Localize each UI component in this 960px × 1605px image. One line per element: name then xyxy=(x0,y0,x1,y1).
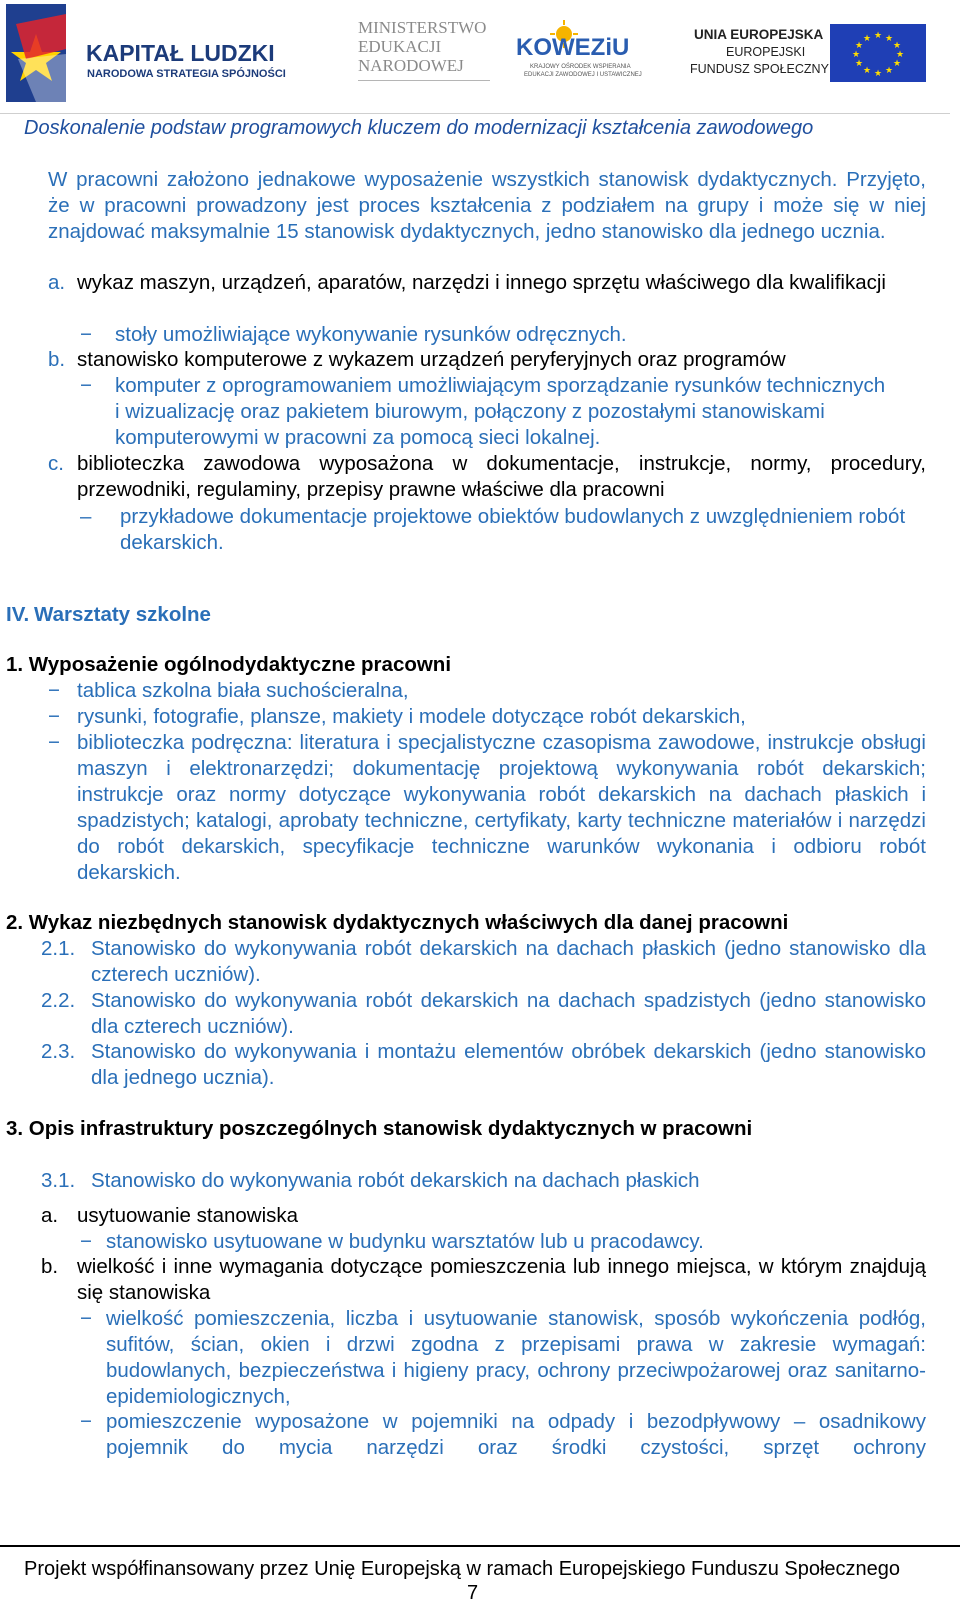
men-underline xyxy=(358,80,490,81)
kapital-title: KAPITAŁ LUDZKI xyxy=(86,40,275,66)
s1-heading: 1. Wyposażenie ogólnodydaktyczne pracowni xyxy=(6,653,452,676)
footer-text: Projekt współfinansowany przez Unię Europejską w ramach Europejskiego Funduszu Społecznego xyxy=(24,1558,901,1580)
s3-a-item: stanowisko usytuowane w budynku warsztatów lub u pracodawcy. xyxy=(106,1230,704,1253)
kapital-ludzki-logo xyxy=(6,4,306,102)
men-line3: NARODOWEJ xyxy=(358,56,464,75)
intro-paragraph: W pracowni założono jednakowe wyposażenie wszystkich stanowisk dydaktycznych. Przyjęto, że w pracowni prowadzony jest proces kształcenia z podziałem na grupy i może się w niej znajdować maksymalnie 15 stanowisk dydaktycznych, jedno stanowisko dla jednego ucznia. xyxy=(48,168,926,243)
eu-flag-icon xyxy=(830,24,926,82)
header-rule xyxy=(0,113,950,114)
s2-item-2: Stanowisko do wykonywania robót dekarskich na dachach spadzistych (jedno stanowisko dla czterech uczniów). xyxy=(91,989,926,1038)
s3-heading: 3. Opis infrastruktury poszczególnych stanowisk dydaktycznych w pracowni xyxy=(6,1117,753,1140)
s3-b-dash-2: − xyxy=(80,1410,92,1433)
svg-text:★: ★ xyxy=(873,31,883,41)
kapital-ludzki-emblem-icon xyxy=(6,4,66,102)
svg-text:★: ★ xyxy=(884,34,894,44)
s2-heading: 2. Wykaz niezbędnych stanowisk dydaktycznych właściwych dla danej pracowni xyxy=(6,911,789,934)
svg-text:★: ★ xyxy=(895,50,905,60)
s1-dash-1: − xyxy=(48,679,60,702)
men-logo xyxy=(358,18,498,84)
page-number: 7 xyxy=(467,1582,479,1604)
ue-logo xyxy=(690,24,930,86)
s2-item-1: Stanowisko do wykonywania robót dekarskich na dachach płaskich (jedno stanowisko dla czterech uczniów). xyxy=(91,937,926,986)
list-c-marker: c. xyxy=(48,452,64,475)
koweziu-logo xyxy=(516,20,642,82)
s3-a-marker: a. xyxy=(41,1204,59,1227)
men-line1: MINISTERSTWO xyxy=(358,18,487,37)
s3-sub-title: Stanowisko do wykonywania robót dekarskich na dachach płaskich xyxy=(91,1169,700,1192)
list-a-marker: a. xyxy=(48,271,66,294)
section-iv-title: Warsztaty szkolne xyxy=(34,603,211,626)
s3-sub-num: 3.1. xyxy=(41,1169,76,1192)
footer-rule xyxy=(0,1545,960,1547)
koweziu-title: KOWEZiU xyxy=(516,34,630,61)
svg-text:★: ★ xyxy=(862,66,872,76)
svg-text:★: ★ xyxy=(851,50,861,60)
koweziu-sub1: KRAJOWY OŚRODEK WSPIERANIA xyxy=(530,64,631,70)
s1-item-2: rysunki, fotografie, plansze, makiety i modele dotyczące robót dekarskich, xyxy=(77,705,746,728)
s3-b-dash-1: − xyxy=(80,1307,92,1330)
list-c-text: biblioteczka zawodowa wyposażona w dokumentacje, instrukcje, normy, procedury, przewodniki, regulaminy, przepisy prawne właściwe dla pracowni xyxy=(77,452,926,501)
s3-b-marker: b. xyxy=(41,1255,59,1278)
svg-text:★: ★ xyxy=(854,41,864,51)
list-b-item: komputer z oprogramowaniem umożliwiającym sporządzanie rysunków technicznych i wizualizację oraz pakietem biurowym, połączony z pozostałymi stanowiskami komputerowymi w pracowni za pomocą sieci lokalnej. xyxy=(115,374,886,449)
ue-line2: EUROPEJSKI xyxy=(726,45,806,59)
s3-a-text: usytuowanie stanowiska xyxy=(77,1204,299,1227)
s3-a-dash: − xyxy=(80,1230,92,1253)
s1-item-1: tablica szkolna biała suchościeralna, xyxy=(77,679,409,702)
s3-b-item-1: wielkość pomieszczenia, liczba i usytuowanie stanowisk, sposób wykończenia podłóg, sufitów, ścian, okien i drzwi zgodna z przepisami prawa w zakresie wymagań: budowlanych, bezpieczeństwa i higieny pracy, ochrony przeciwpożarowej oraz sanitarno-epidemiologicznych, xyxy=(106,1307,926,1408)
s2-num-3: 2.3. xyxy=(41,1040,76,1063)
svg-text:★: ★ xyxy=(892,59,902,69)
s2-item-3: Stanowisko do wykonywania i montażu elementów obróbek dekarskich (jedno stanowisko dla jednego ucznia). xyxy=(91,1040,926,1089)
list-a-item: stoły umożliwiające wykonywanie rysunków odręcznych. xyxy=(115,323,627,346)
s1-dash-2: − xyxy=(48,705,60,728)
svg-text:★: ★ xyxy=(854,59,864,69)
list-b-text: stanowisko komputerowe z wykazem urządzeń peryferyjnych oraz programów xyxy=(77,348,786,371)
s3-b-text: wielkość i inne wymagania dotyczące pomieszczenia lub innego miejsca, w którym znajdują się stanowiska xyxy=(77,1255,926,1304)
s1-dash-3: − xyxy=(48,731,60,754)
svg-text:★: ★ xyxy=(873,69,883,79)
section-iv-number: IV. xyxy=(6,603,30,626)
kapital-subtitle: NARODOWA STRATEGIA SPÓJNOŚCI xyxy=(87,68,286,80)
men-line2: EDUKACJI xyxy=(358,37,442,56)
document-title: Doskonalenie podstaw programowych kluczem do modernizacji kształcenia zawodowego xyxy=(24,117,814,139)
svg-text:★: ★ xyxy=(892,41,902,51)
s3-b-item-2: pomieszczenie wyposażone w pojemniki na odpady i bezodpływowy – osadnikowy pojemnik do mycia narzędzi oraz środki czystości, sprzęt ochrony xyxy=(106,1410,926,1459)
list-a-dash: − xyxy=(80,323,92,346)
s2-num-2: 2.2. xyxy=(41,989,76,1012)
ue-line1: UNIA EUROPEJSKA xyxy=(694,27,824,42)
list-b-marker: b. xyxy=(48,348,66,371)
svg-text:★: ★ xyxy=(884,66,894,76)
s2-num-1: 2.1. xyxy=(41,937,76,960)
list-b-dash: − xyxy=(80,374,92,397)
koweziu-sub2: EDUKACJI ZAWODOWEJ I USTAWICZNEJ xyxy=(524,72,642,78)
list-c-item: przykładowe dokumentacje projektowe obiektów budowlanych z uwzględnieniem robót dekarskich. xyxy=(120,505,906,554)
list-c-dash: – xyxy=(80,505,92,528)
list-a-text: wykaz maszyn, urządzeń, aparatów, narzędzi i innego sprzętu właściwego dla kwalifikacji xyxy=(77,271,886,294)
s1-item-3: biblioteczka podręczna: literatura i specjalistyczne czasopisma zawodowe, instrukcje obsługi maszyn i elektronarzędzi; dokumentację projektową wykonywania robót dekarskich; instrukcje oraz normy dotyczące wykonywania robót dekarskich na dachach płaskich i spadzistych; katalogi, aprobaty techniczne, certyfikaty, karty techniczne materiałów i narzędzi do robót dekarskich, specyfikacje techniczne warunków wykonania i odbioru robót dekarskich. xyxy=(77,731,926,884)
ue-line3: FUNDUSZ SPOŁECZNY xyxy=(690,62,829,76)
svg-text:★: ★ xyxy=(862,34,872,44)
